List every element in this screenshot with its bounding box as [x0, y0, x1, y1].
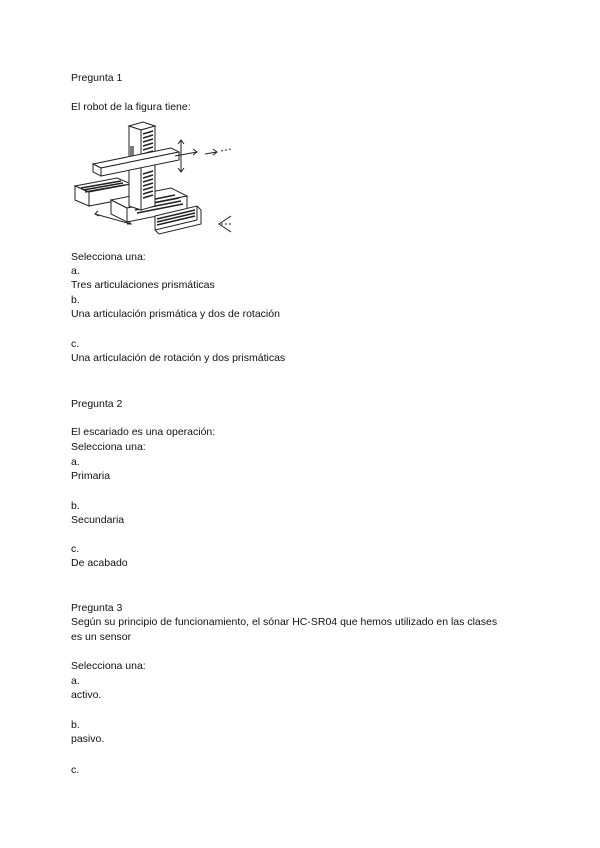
q2-option-c-letter: c.: [71, 543, 80, 555]
q3-option-b-text[interactable]: pasivo.: [71, 733, 105, 745]
question-2-stem: El escariado es una operación:: [71, 426, 216, 438]
q3-option-c-letter: c.: [71, 764, 80, 776]
q1-option-b-letter: b.: [71, 294, 80, 306]
q1-option-c-letter: c.: [71, 338, 80, 350]
coordinate-axes-icon: [219, 216, 233, 232]
question-3-title: Pregunta 3: [71, 602, 123, 614]
q3-option-a-text[interactable]: activo.: [71, 689, 102, 701]
question-3-prompt: Selecciona una:: [71, 660, 146, 672]
q1-option-b-text[interactable]: Una articulación prismática y dos de rotación: [71, 308, 280, 320]
question-1-prompt: Selecciona una:: [71, 251, 146, 263]
q2-option-b-text[interactable]: Secundaria: [71, 514, 125, 526]
question-2-prompt: Selecciona una:: [71, 441, 146, 453]
q3-option-a-letter: a.: [71, 675, 80, 687]
q1-option-c-text[interactable]: Una articulación de rotación y dos prismáticas: [71, 352, 286, 364]
q3-option-b-letter: b.: [71, 719, 80, 731]
question-1-stem: El robot de la figura tiene:: [71, 101, 191, 113]
q1-option-a-text[interactable]: Tres articulaciones prismáticas: [71, 279, 215, 291]
question-2-title: Pregunta 2: [71, 398, 123, 410]
question-3-stem-line-2: es un sensor: [71, 631, 132, 643]
question-1-title: Pregunta 1: [71, 72, 123, 84]
q2-option-a-text[interactable]: Primaria: [71, 470, 111, 482]
q2-option-c-text[interactable]: De acabado: [71, 557, 128, 569]
q1-option-a-letter: a.: [71, 265, 80, 277]
question-3-stem-line-1: Según su principio de funcionamiento, el sónar HC-SR04 que hemos utilizado en las clases: [71, 616, 498, 628]
q2-option-b-letter: b.: [71, 500, 80, 512]
q2-option-a-letter: a.: [71, 456, 80, 468]
cartesian-robot-diagram-icon: [71, 120, 241, 248]
